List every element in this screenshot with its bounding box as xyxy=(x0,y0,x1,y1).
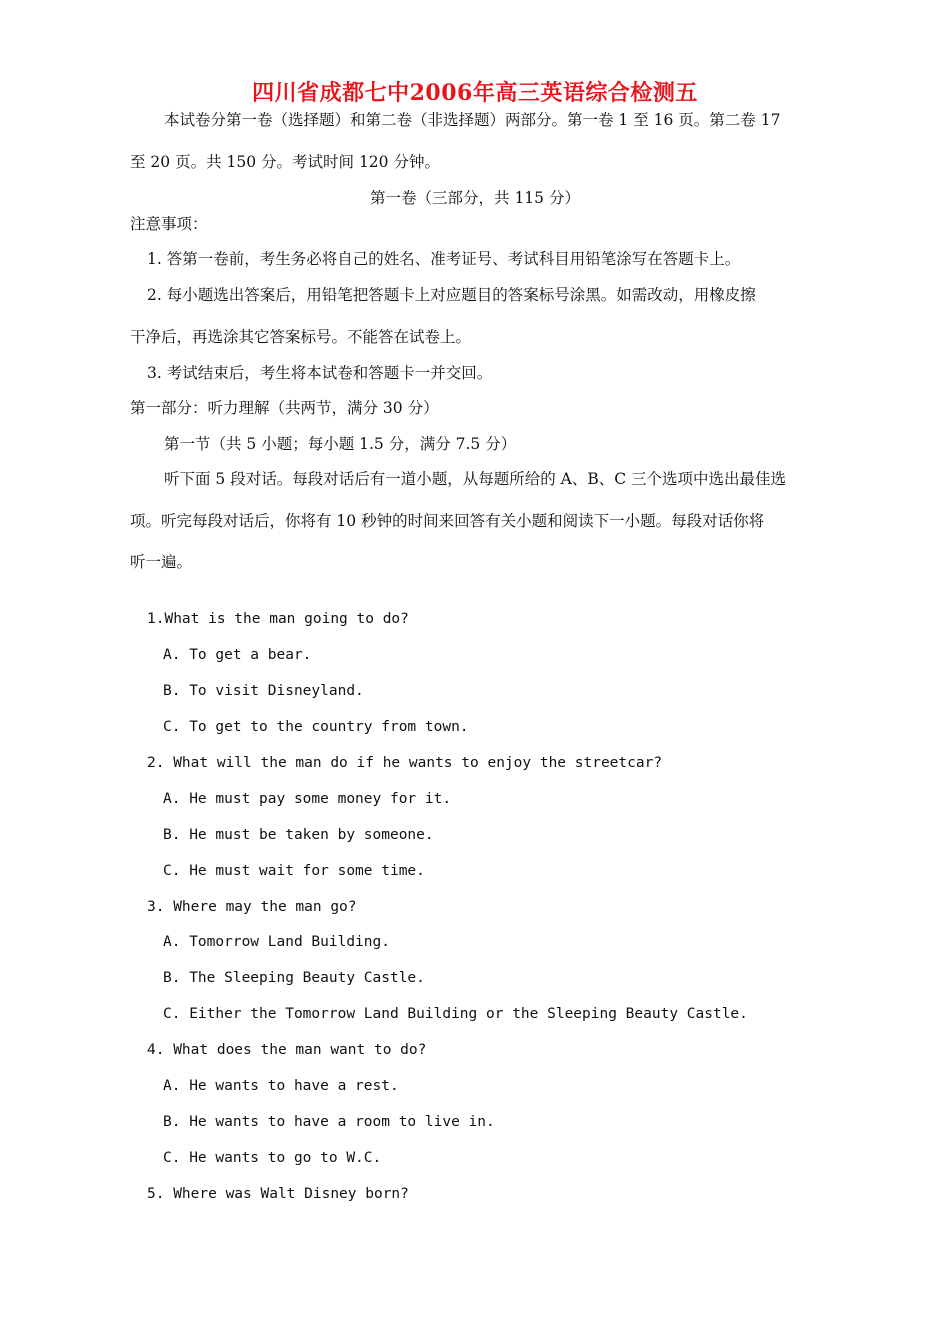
question-1-option-b: B. To visit Disneyland. xyxy=(163,683,364,699)
question-2-option-a: A. He must pay some money for it. xyxy=(163,791,452,807)
part1-heading: 第一部分：听力理解（共两节，满分 30 分） xyxy=(130,399,439,417)
note-item-2-cont: 干净后，再选涂其它答案标号。不能答在试卷上。 xyxy=(130,328,472,346)
document-title: 四川省成都七中2006年高三英语综合检测五 xyxy=(252,80,698,106)
note-item-2: 2. 每小题选出答案后，用铅笔把答题卡上对应题目的答案标号涂黑。如需改动，用橡皮擦 xyxy=(147,286,756,304)
instructions-line-2: 项。听完每段对话后，你将有 10 秒钟的时间来回答有关小题和阅读下一小题。每段对话你将 xyxy=(130,512,765,530)
question-3-option-a: A. Tomorrow Land Building. xyxy=(163,934,390,950)
instructions-line-1: 听下面 5 段对话。每段对话后有一道小题，从每题所给的 A、B、C 三个选项中选出最佳选 xyxy=(164,470,787,488)
question-1-stem: 1.What is the man going to do? xyxy=(147,611,409,627)
question-1-option-c: C. To get to the country from town. xyxy=(163,719,469,735)
intro-line-1: 本试卷分第一卷（选择题）和第二卷（非选择题）两部分。第一卷 1 至 16 页。第二卷 17 xyxy=(164,111,781,129)
question-4-option-a: A. He wants to have a rest. xyxy=(163,1078,399,1094)
instructions-line-3: 听一遍。 xyxy=(130,553,193,571)
note-item-1: 1. 答第一卷前，考生务必将自己的姓名、准考证号、考试科目用铅笔涂写在答题卡上。 xyxy=(147,250,741,268)
question-3-option-b: B. The Sleeping Beauty Castle. xyxy=(163,970,425,986)
question-2-option-c: C. He must wait for some time. xyxy=(163,863,425,879)
question-4-stem: 4. What does the man want to do? xyxy=(147,1042,427,1058)
part1-subheading: 第一节（共 5 小题；每小题 1.5 分，满分 7.5 分） xyxy=(164,435,517,453)
question-5-stem: 5. Where was Walt Disney born? xyxy=(147,1186,409,1202)
question-3-option-c: C. Either the Tomorrow Land Building or the Sleeping Beauty Castle. xyxy=(163,1006,748,1022)
question-1-option-a: A. To get a bear. xyxy=(163,647,312,663)
note-item-3: 3. 考试结束后，考生将本试卷和答题卡一并交回。 xyxy=(147,364,493,382)
notes-heading: 注意事项： xyxy=(130,215,208,233)
question-3-stem: 3. Where may the man go? xyxy=(147,899,357,915)
intro-line-2: 至 20 页。共 150 分。考试时间 120 分钟。 xyxy=(130,153,440,171)
question-4-option-b: B. He wants to have a room to live in. xyxy=(163,1114,495,1130)
question-4-option-c: C. He wants to go to W.C. xyxy=(163,1150,382,1166)
question-2-option-b: B. He must be taken by someone. xyxy=(163,827,434,843)
section-heading: 第一卷（三部分，共 115 分） xyxy=(370,189,580,207)
question-2-stem: 2. What will the man do if he wants to enjoy the streetcar? xyxy=(147,755,663,771)
